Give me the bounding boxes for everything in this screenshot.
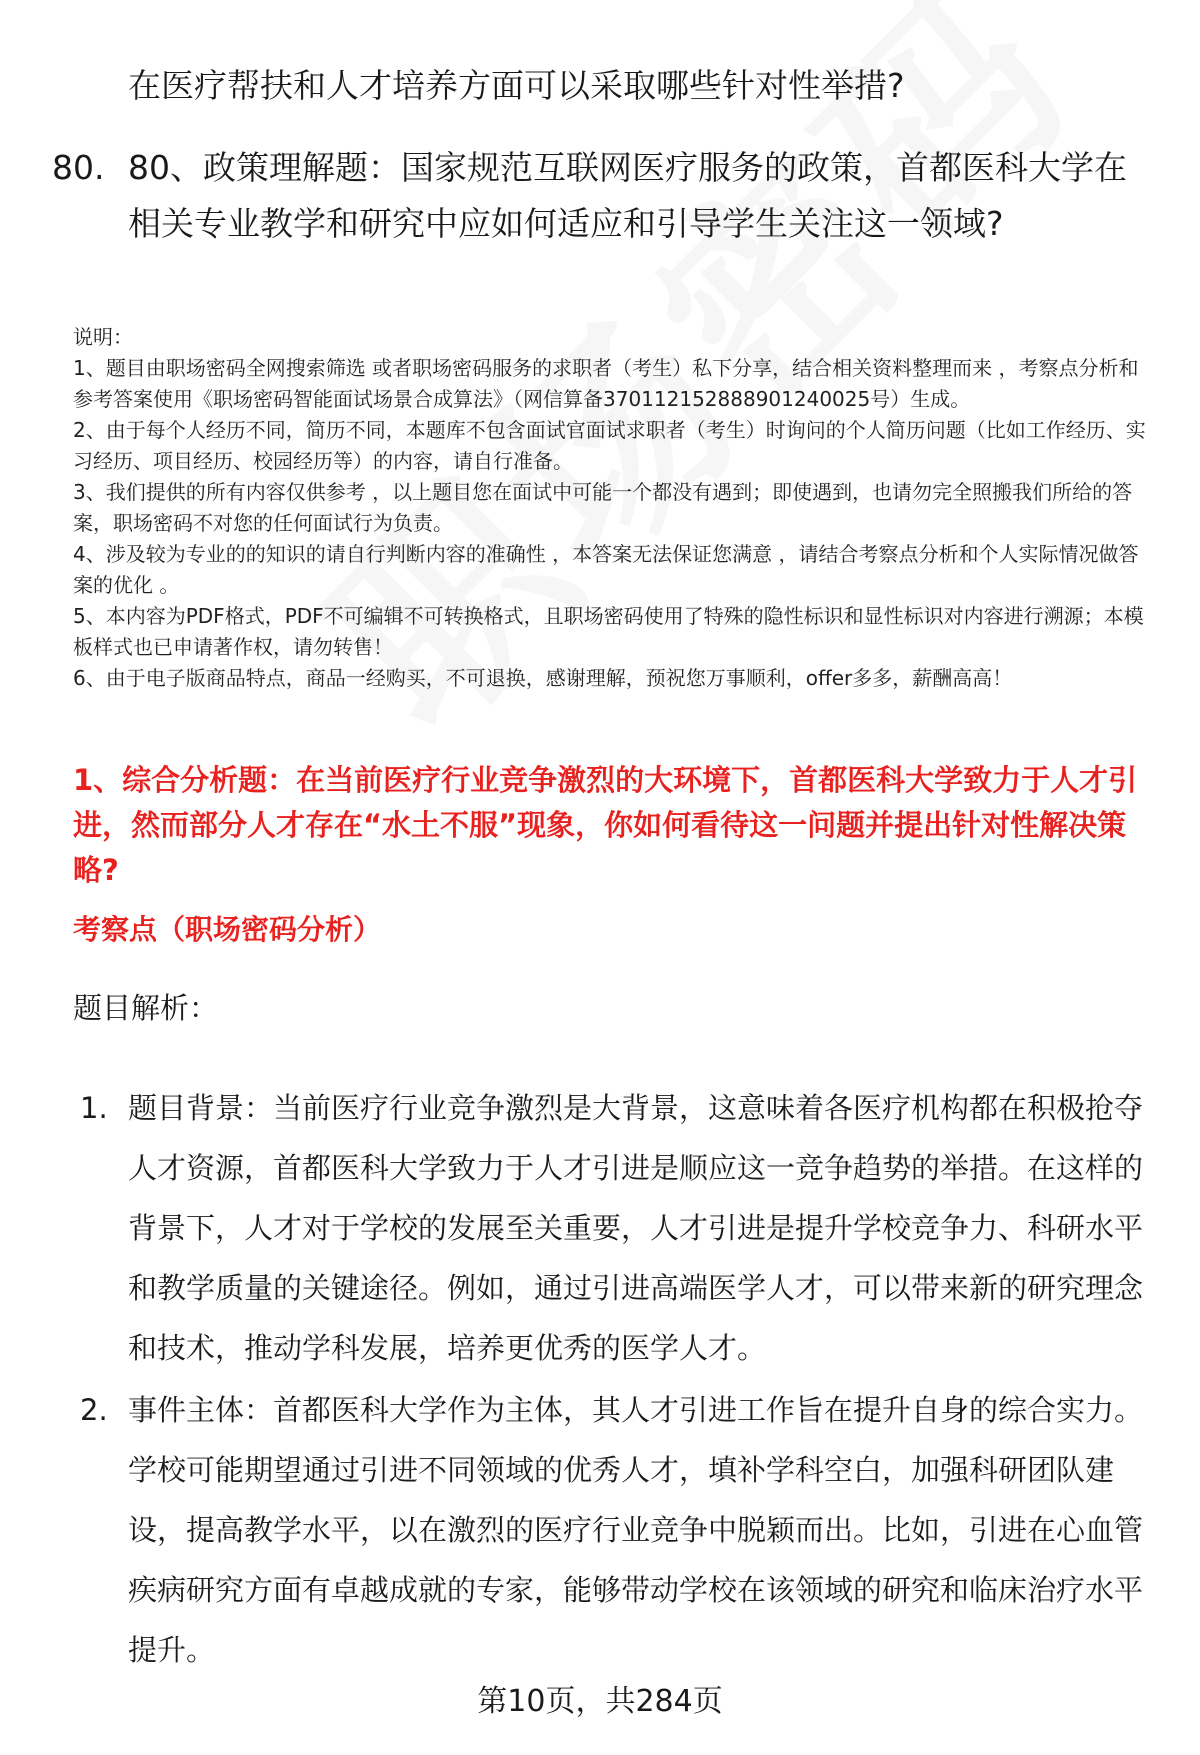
question-80: [52, 140, 1158, 252]
question-80-number: 80.: [52, 148, 105, 187]
note-item: 2、由于每个人经历不同，简历不同，本题库不包含面试官面试求职者（考生）时询问的个人简历问题（比如工作经历、实习经历、项目经历、校园经历等）的内容，请自行准备。: [73, 418, 1146, 473]
notes-heading: 说明：: [73, 325, 133, 349]
section-question-title: 1、综合分析题：在当前医疗行业竞争激烈的大环境下，首都医科大学致力于人才引进，然而部分人才存在“水土不服”现象，你如何看待这一问题并提出针对性解决策略?: [73, 763, 1138, 887]
page-footer: 第10页，共284页: [477, 1684, 723, 1719]
list-item-text: 事件主体：首都医科大学作为主体，其人才引进工作旨在提升自身的综合实力。学校可能期望通过引进不同领域的优秀人才，填补学科空白，加强科研团队建设，提高教学水平，以在激烈的医疗行业竞争中脱颖而出。比如，引进在心血管疾病研究方面有卓越成就的专家，能够带动学校在该领域的研究和临床治疗水平提升。: [128, 1393, 1144, 1667]
kaochadian-heading: 考察点（职场密码分析）: [73, 913, 382, 946]
analysis-heading: 题目解析：: [73, 991, 219, 1025]
note-item: 6、由于电子版商品特点，商品一经购买，不可退换，感谢理解，预祝您万事顺利，offer多多，薪酬高高！: [73, 666, 1013, 690]
note-item: 1、题目由职场密码全网搜索筛选 或者职场密码服务的求职者（考生）私下分享，结合相关资料整理而来 ，考察点分析和参考答案使用《职场密码智能面试场景合成算法》（网信算备370112152888901240025号）生成。: [73, 356, 1139, 411]
list-item: [80, 1078, 1160, 1378]
question-continuation: 在医疗帮扶和人才培养方面可以采取哪些针对性举措?: [128, 66, 905, 105]
list-item-text: 题目背景：当前医疗行业竞争激烈是大背景，这意味着各医疗机构都在积极抢夺人才资源，首都医科大学致力于人才引进是顺应这一竞争趋势的举措。在这样的背景下，人才对于学校的发展至关重要，人才引进是提升学校竞争力、科研水平和教学质量的关键途径。例如，通过引进高端医学人才，可以带来新的研究理念和技术，推动学科发展，培养更优秀的医学人才。: [128, 1091, 1144, 1365]
list-item: [80, 1380, 1160, 1680]
analysis-list: [80, 1078, 1160, 1680]
note-item: 4、涉及较为专业的的知识的请自行判断内容的准确性 ，本答案无法保证您满意 ，请结合考察点分析和个人实际情况做答案的优化 。: [73, 542, 1139, 597]
note-item: 3、我们提供的所有内容仅供参考 ，以上题目您在面试中可能一个都没有遇到；即使遇到，也请勿完全照搬我们所给的答案，职场密码不对您的任何面试行为负责。: [73, 480, 1133, 535]
notes-block: [73, 322, 1158, 694]
note-item: 5、本内容为PDF格式，PDF不可编辑不可转换格式，且职场密码使用了特殊的隐性标识和显性标识对内容进行溯源；本模板样式也已申请著作权，请勿转售！: [73, 604, 1144, 659]
list-item-number: 2.: [80, 1393, 108, 1427]
list-item-number: 1.: [80, 1091, 108, 1125]
question-80-text: 80、政策理解题：国家规范互联网医疗服务的政策，首都医科大学在相关专业教学和研究中应如何适应和引导学生关注这一领域?: [128, 148, 1127, 243]
